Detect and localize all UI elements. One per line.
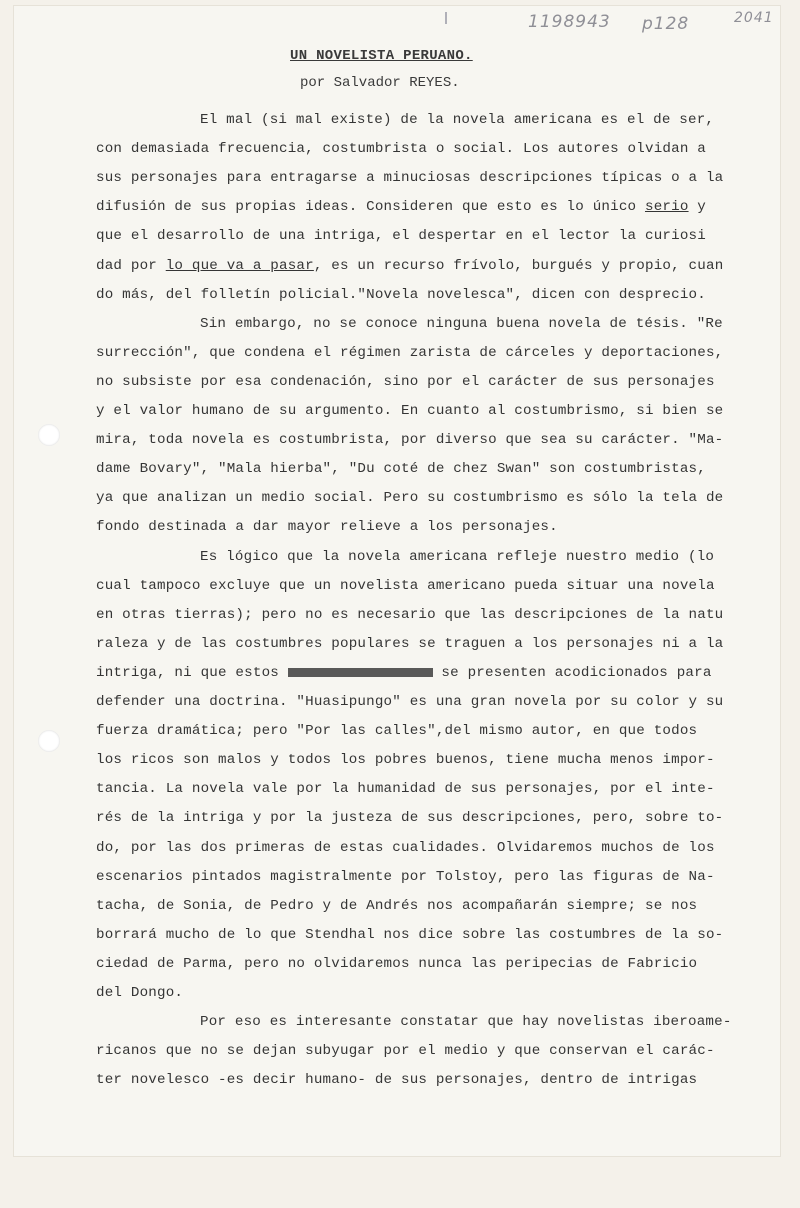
line-text: tancia. La novela vale por la humanidad de sus personajes, por el inte- <box>96 781 715 798</box>
archive-marks <box>0 10 800 40</box>
catalog-number: 1198943 <box>528 12 611 32</box>
line-text: fuerza dramática; pero "Por las calles",del mismo autor, en que todos <box>96 723 698 740</box>
page-number: p128 <box>642 14 690 34</box>
line-text: Por eso es interesante constatar que hay novelistas iberoame- <box>200 1014 732 1031</box>
line-text: en otras tierras); pero no es necesario que las descripciones de la natu <box>96 606 724 623</box>
text-line <box>96 490 746 506</box>
text-line <box>96 985 746 1001</box>
text-line <box>96 374 746 390</box>
text-line <box>96 258 746 274</box>
line-text: fondo destinada a dar mayor relieve a los personajes. <box>96 519 558 536</box>
line-text: ricanos que no se dejan subyugar por el medio y que conservan el carác- <box>96 1043 715 1060</box>
text-line <box>96 607 746 623</box>
line-text: con demasiada frecuencia, costumbrista o social. Los autores olvidan a <box>96 141 706 158</box>
text-line <box>96 519 746 535</box>
text-line <box>200 1014 800 1030</box>
text-line <box>96 898 746 914</box>
underlined-word: serio <box>644 199 689 216</box>
text-line <box>96 345 746 361</box>
text-line <box>96 403 746 419</box>
line-text: ciedad de Parma, pero no olvidaremos nunca las peripecias de Fabricio <box>96 955 698 972</box>
text-line <box>96 636 746 652</box>
text-line <box>96 141 746 157</box>
line-text: raleza y de las costumbres populares se traguen a los personajes ni a la <box>96 635 724 652</box>
struck-out-word <box>288 668 433 677</box>
text-line <box>96 665 746 681</box>
text-line <box>96 199 746 215</box>
line-text: rés de la intriga y por la justeza de sus descripciones, pero, sobre to- <box>96 810 724 827</box>
text-line <box>200 549 800 565</box>
line-text: Sin embargo, no se conoce ninguna buena novela de tésis. "Re <box>200 315 723 332</box>
text-line <box>96 927 746 943</box>
text-line <box>96 694 746 710</box>
line-text: difusión de sus propias ideas. Consideren que esto es lo único <box>96 199 637 216</box>
text-line <box>96 956 746 972</box>
line-text: dame Bovary", "Mala hierba", "Du coté de chez Swan" son costumbristas, <box>96 461 706 478</box>
text-line <box>96 1072 746 1088</box>
margin-tick <box>445 12 447 24</box>
punch-hole-top <box>38 424 60 446</box>
line-text: borrará mucho de lo que Stendhal nos dice sobre las costumbres de la so- <box>96 926 724 943</box>
document-title: UN NOVELISTA PERUANO. <box>290 48 473 64</box>
line-text: y el valor humano de su argumento. En cuanto al costumbrismo, si bien se <box>96 403 724 419</box>
text-line <box>96 170 746 186</box>
line-text: no subsiste por esa condenación, sino por el carácter de sus personajes <box>96 373 715 390</box>
text-line <box>96 432 746 448</box>
text-line <box>96 228 746 244</box>
line-text: que el desarrollo de una intriga, el despertar en el lector la curiosi <box>96 228 706 245</box>
text-line <box>96 810 746 826</box>
line-text: defender una doctrina. "Huasipungo" es una gran novela por su color y su <box>96 694 724 710</box>
text-line <box>96 869 746 885</box>
line-text: El mal (si mal existe) de la novela americana es el de ser, <box>200 112 715 128</box>
text-line <box>96 578 746 594</box>
line-text: do más, del folletín policial."Novela novelesca", dicen con desprecio. <box>96 286 706 303</box>
text-line <box>96 752 746 768</box>
text-line <box>96 723 746 739</box>
text-line <box>200 112 800 128</box>
author-byline: por Salvador REYES. <box>300 75 460 91</box>
text-line <box>200 316 800 332</box>
underlined-phrase: lo que va a pasar <box>165 257 314 274</box>
line-text: sus personajes para entragarse a minuciosas descripciones típicas o a la <box>96 170 724 187</box>
line-text: se presenten acodicionados para <box>432 664 712 681</box>
line-text: del Dongo. <box>96 985 184 1001</box>
text-line <box>96 287 746 303</box>
line-text: surrección", que condena el régimen zarista de cárceles y deportaciones, <box>96 344 724 361</box>
line-text: los ricos son malos y todos los pobres buenos, tiene mucha menos impor- <box>96 752 715 769</box>
line-text: mira, toda novela es costumbrista, por diverso que sea su carácter. "Ma- <box>96 432 724 449</box>
line-text: Es lógico que la novela americana refleje nuestro medio (lo <box>200 548 715 565</box>
punch-hole-bottom <box>38 730 60 752</box>
line-prefix: dad por <box>96 257 166 274</box>
text-line <box>96 461 746 477</box>
line-text: ter novelesco -es decir humano- de sus personajes, dentro de intrigas <box>96 1072 698 1089</box>
text-line <box>96 1043 746 1059</box>
line-text: escenarios pintados magistralmente por Tolstoy, pero las figuras de Na- <box>96 868 715 885</box>
line-text: , es un recurso frívolo, burgués y propio, cuan <box>313 257 724 274</box>
reference-number: 2041 <box>734 10 774 26</box>
line-text: do, por las dos primeras de estas cualidades. Olvidaremos muchos de los <box>96 839 715 856</box>
line-suffix: y <box>688 199 706 216</box>
line-text: tacha, de Sonia, de Pedro y de Andrés nos acompañarán siempre; se nos <box>96 897 698 914</box>
text-line <box>96 840 746 856</box>
text-line <box>96 781 746 797</box>
line-text: cual tampoco excluye que un novelista americano pueda situar una novela <box>96 577 715 594</box>
line-text: ya que analizan un medio social. Pero su costumbrismo es sólo la tela de <box>96 490 724 507</box>
line-prefix: intriga, ni que estos <box>96 664 288 681</box>
